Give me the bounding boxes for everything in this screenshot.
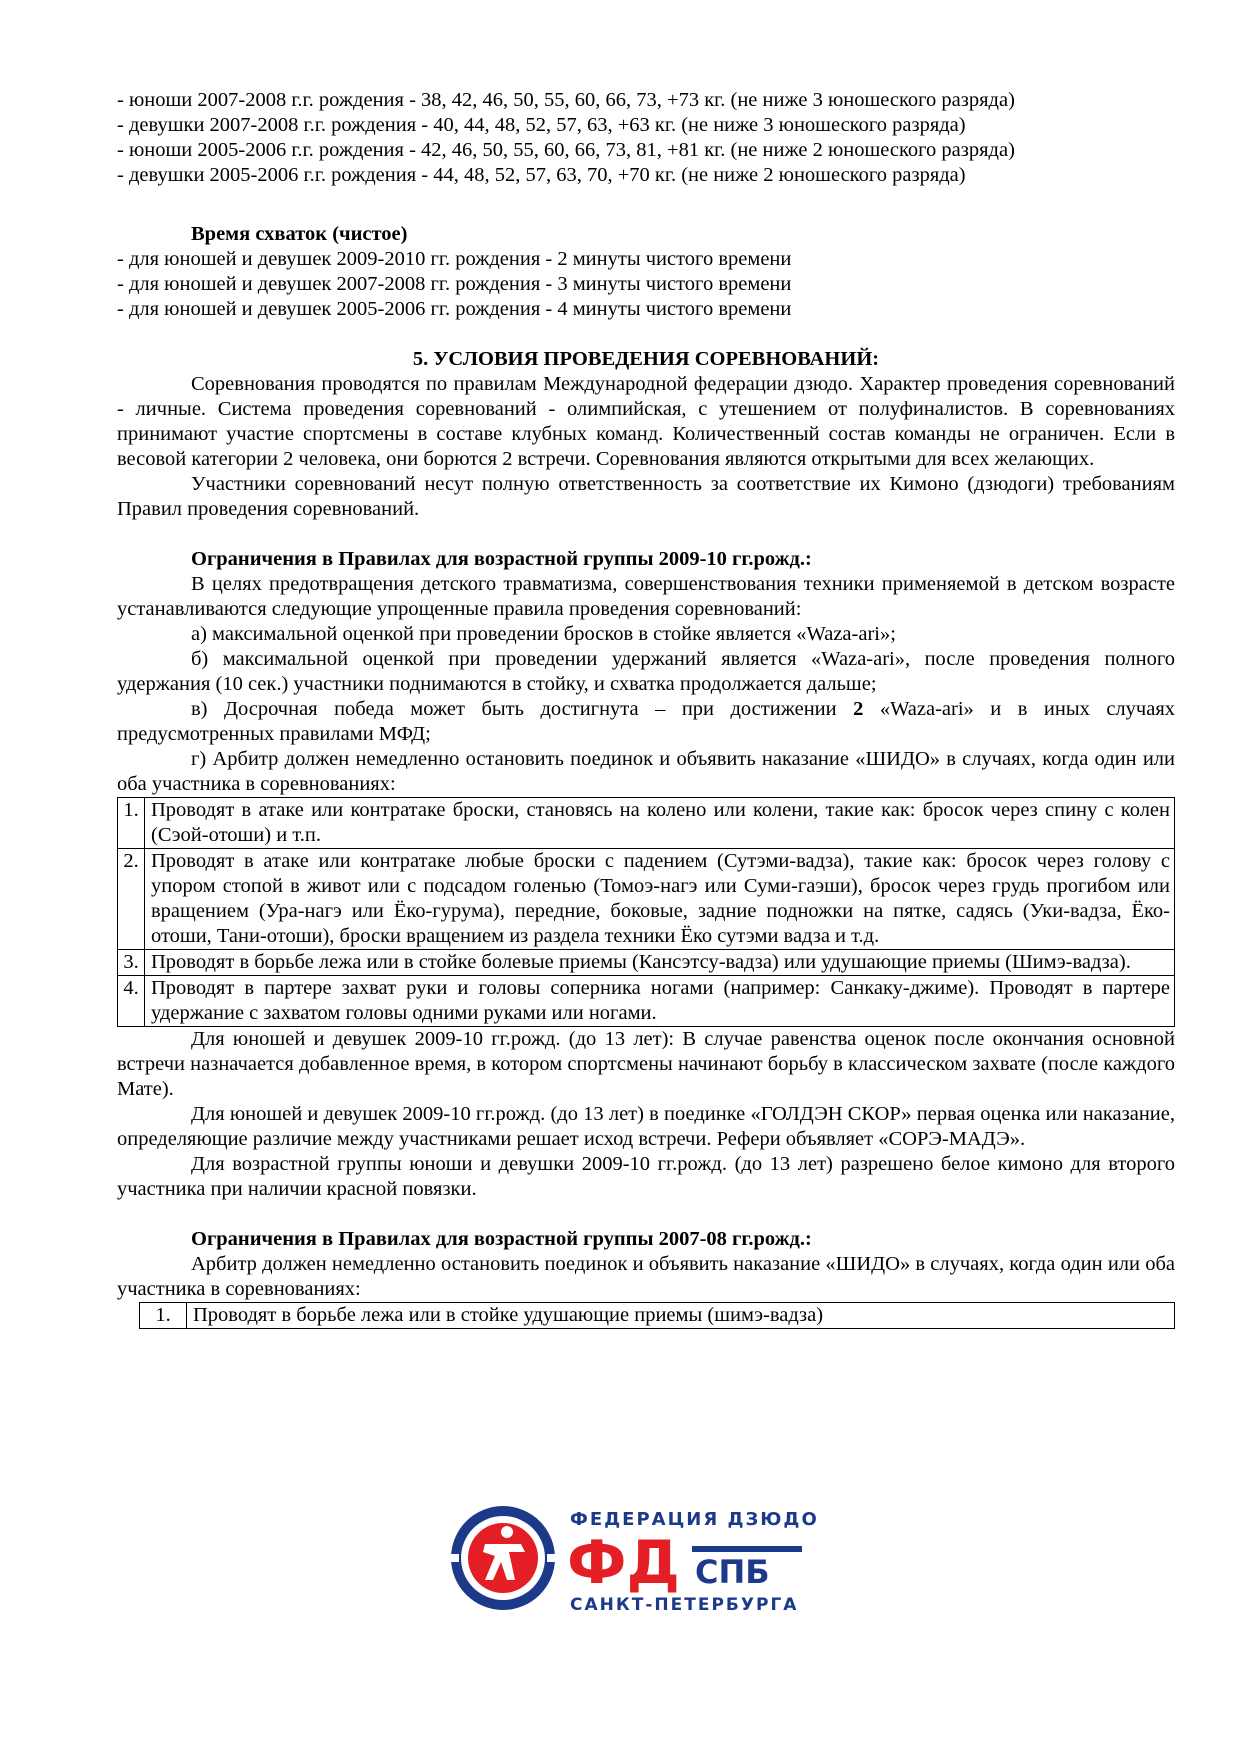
table-row [140,1303,1175,1329]
bout-time-line: - для юношей и девушек 2009-2010 гг. рождения - 2 минуты чистого времени [117,248,792,270]
rule-item-c-text: «Waza-ari» и в иных случаях предусмотренных правилами МФД; [117,698,1176,745]
weight-line: - юноши 2007-2008 г.г. рождения - 38, 42, 46, 50, 55, 60, 66, 73, +73 кг. (не ниже 3 юношеского разряда) [117,89,1015,111]
logo-bottom-text: САНКТ-ПЕТЕРБУРГА [570,1595,799,1615]
section-5-paragraph: Участники соревнований несут полную ответственность за соответствие их Кимоно (дзюдоги) требованиям Правил проведения соревнований. [117,473,1175,520]
rule-item-b: б) максимальной оценкой при проведении удержаний является «Waza-ari», после проведения полного удержания (10 сек.) участники поднимаются в стойку, и схватка продолжается дальше; [117,648,1175,695]
row-text: Проводят в партере захват руки и головы соперника ногами (например: Санкаку-джиме). Проводят в партере удержание с захватом головы одними руками или ногами. [145,976,1175,1027]
row-text: Проводят в борьбе лежа или в стойке болевые приемы (Кансэтсу-вадза) или удушающие приемы (Шимэ-вадза). [145,950,1175,976]
row-number: 1. [140,1303,187,1329]
table-row [118,976,1175,1027]
limits-2009-intro: В целях предотвращения детского травматизма, совершенствования техники применяемой в детском возрасте устанавливаются следующие упрощенные правила проведения соревнований: [117,573,1175,620]
table-row [118,798,1175,849]
golden-score-paragraph: Для юношей и девушек 2009-10 гг.рожд. (до 13 лет) в поединке «ГОЛДЭН СКОР» первая оценка или наказание, определяющие различие между участниками решает исход встречи. Рефери объявляет «СОРЭ-МАДЭ». [117,1103,1175,1150]
row-text: Проводят в атаке или контратаке любые броски с падением (Сутэми-вадза), такие как: бросок через голову с упором стопой в живот или с подсадом голенью (Томоэ-нагэ или Суми-гаэши), бросок через грудь прогибом или вращением (Ура-нагэ или Ёко-гурума), передние, боковые, задние подножки на пятке, садясь (Уки-вадза, Ёко-отоши, Тани-отоши), броски вращением из раздела техники Ёко сутэми вадза и т.д. [145,849,1175,950]
judo-emblem-icon [449,1506,557,1610]
section-5-paragraph: Соревнования проводятся по правилам Международной федерации дзюдо. Характер проведения соревнований - личные. Система проведения соревнований - олимпийская, с утешением от полуфиналистов. В соревнованиях принимают участие спортсмены в составе клубных команд. Количественный состав команды не ограничен. Если в весовой категории 2 человека, они борются 2 встречи. Соревнования являются открытыми для всех желающих. [117,373,1175,470]
rule-item-c [117,697,1175,747]
row-number: 4. [118,976,145,1027]
federation-logo [445,1500,830,1616]
equal-score-paragraph: Для юношей и девушек 2009-10 гг.рожд. (до 13 лет): В случае равенства оценок после окончания основной встречи назначается добавленное время, в котором спортсмены начинают борьбу в классическом захвате (после каждого Мате). [117,1028,1175,1100]
logo-spb-text: СПБ [695,1553,770,1591]
weight-line: - девушки 2007-2008 г.г. рождения - 40, 44, 48, 52, 57, 63, +63 кг. (не ниже 3 юношеского разряда) [117,114,966,136]
weight-category-list [117,88,1175,188]
rule-item-c-text: в) Досрочная победа может быть достигнута – при достижении [191,698,854,720]
row-text: Проводят в атаке или контратаке броски, становясь на колено или колени, такие как: бросок через спину с колен (Сэой-отоши) и т.п. [145,798,1175,849]
bout-time-line: - для юношей и девушек 2005-2006 гг. рождения - 4 минуты чистого времени [117,298,792,320]
document-page [117,88,1175,1329]
limits-2009-heading: Ограничения в Правилах для возрастной группы 2009-10 гг.рожд.: [191,548,812,570]
weight-line: - юноши 2005-2006 г.г. рождения - 42, 46, 50, 55, 60, 66, 73, 81, +81 кг. (не ниже 2 юношеского разряда) [117,139,1015,161]
logo-top-text: ФЕДЕРАЦИЯ ДЗЮДО [570,1509,819,1530]
rule-item-c-number: 2 [853,698,864,720]
rule-item-a: а) максимальной оценкой при проведении бросков в стойке является «Waza-ari»; [191,623,896,645]
row-number: 1. [118,798,145,849]
row-text: Проводят в борьбе лежа или в стойке удушающие приемы (шимэ-вадза) [187,1303,1175,1329]
logo-fd-text: ФД [567,1528,680,1598]
table-row [118,849,1175,950]
rule-item-d: г) Арбитр должен немедленно остановить поединок и объявить наказание «ШИДО» в случаях, когда один или оба участника в соревнованиях: [117,748,1175,795]
bout-time-heading: Время схваток (чистое) [191,223,408,245]
section-5-heading: 5. УСЛОВИЯ ПРОВЕДЕНИЯ СОРЕВНОВАНИЙ: [412,348,880,370]
shido-table-2007 [139,1302,1175,1329]
bout-time-line: - для юношей и девушек 2007-2008 гг. рождения - 3 минуты чистого времени [117,273,792,295]
row-number: 2. [118,849,145,950]
weight-line: - девушки 2005-2006 г.г. рождения - 44, 48, 52, 57, 63, 70, +70 кг. (не ниже 2 юношеского разряда) [117,164,966,186]
kimono-paragraph: Для возрастной группы юноши и девушки 2009-10 гг.рожд. (до 13 лет) разрешено белое кимоно для второго участника при наличии красной повязки. [117,1153,1175,1200]
row-number: 3. [118,950,145,976]
limits-2007-heading: Ограничения в Правилах для возрастной группы 2007-08 гг.рожд.: [191,1228,812,1250]
table-row [118,950,1175,976]
limits-2007-intro: Арбитр должен немедленно остановить поединок и объявить наказание «ШИДО» в случаях, когда один или оба участника в соревнованиях: [117,1253,1175,1300]
shido-table-2009 [117,797,1175,1027]
